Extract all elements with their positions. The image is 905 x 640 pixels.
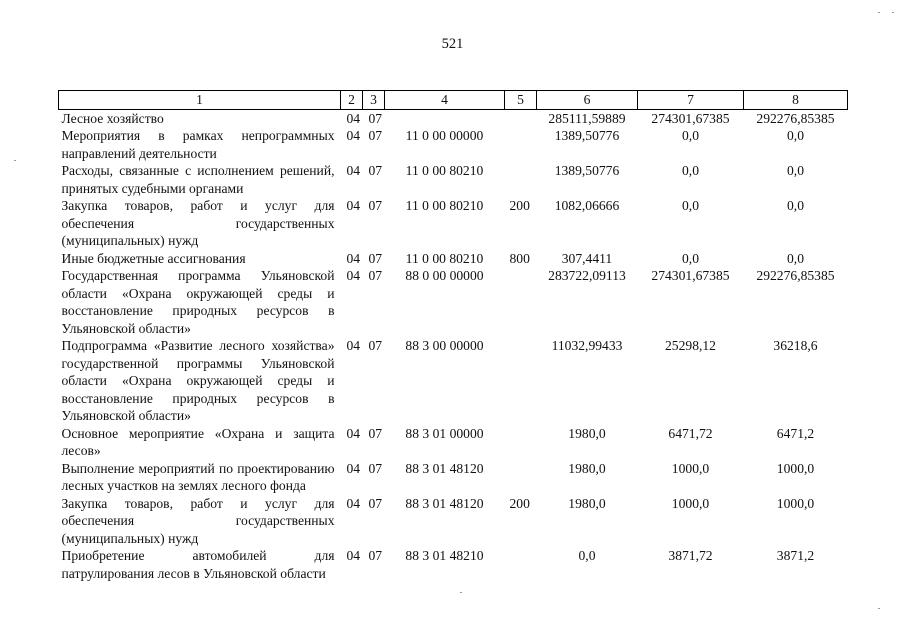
cell-amount-2: 6471,72 xyxy=(668,425,713,441)
cell-target-article: 11 0 00 80210 xyxy=(405,198,484,213)
cell-name: Государственная программа Ульяновской области «Охрана окружающей среды и восстановление природных ресурсов в Ульяновской области» xyxy=(61,268,335,336)
cell-amount-1: 1980,0 xyxy=(568,460,606,476)
cell-amount-2: 0,0 xyxy=(682,128,699,143)
cell-section: 04 xyxy=(346,495,361,511)
cell-amount-3: 1000,0 xyxy=(776,460,815,476)
cell-section: 04 xyxy=(346,198,361,213)
header-cell-2: 2 xyxy=(341,91,363,110)
cell-name: Основное мероприятие «Охрана и защита лесов» xyxy=(61,425,335,458)
cell-amount-1: 283722,09113 xyxy=(548,268,626,283)
cell-amount-3: 0,0 xyxy=(787,250,804,266)
cell-name: Выполнение мероприятий по проектированию лесных участков на землях лесного фонда xyxy=(61,460,335,493)
cell-section: 04 xyxy=(346,548,361,563)
table-header xyxy=(59,91,848,110)
cell-section: 04 xyxy=(346,460,361,476)
cell-section: 04 xyxy=(346,128,361,143)
table-row xyxy=(59,162,848,197)
scan-speck xyxy=(878,608,880,609)
cell-expense-type xyxy=(505,267,537,337)
cell-target-article: 11 0 00 80210 xyxy=(405,163,484,178)
cell-target-article: 11 0 00 80210 xyxy=(405,250,484,266)
table-row xyxy=(59,425,848,460)
cell-amount-1: 0,0 xyxy=(578,548,596,563)
cell-target-article: 88 0 00 00000 xyxy=(405,268,484,283)
cell-amount-3: 0,0 xyxy=(787,163,804,178)
header-row xyxy=(59,91,848,110)
cell-subsection: 07 xyxy=(368,250,383,266)
cell-subsection: 07 xyxy=(368,268,383,283)
table-row xyxy=(59,267,848,337)
table-row xyxy=(59,460,848,495)
cell-expense-type xyxy=(505,547,537,582)
table-row xyxy=(59,250,848,268)
cell-name: Закупка товаров, работ и услуг для обеспечения государственных (муниципальных) нужд xyxy=(61,198,335,248)
cell-amount-1: 1980,0 xyxy=(568,425,606,441)
cell-amount-2: 3871,72 xyxy=(668,548,713,563)
cell-amount-3: 6471,2 xyxy=(776,425,815,441)
cell-amount-2: 0,0 xyxy=(682,198,699,213)
cell-name: Мероприятия в рамках непрограммных направлений деятельности xyxy=(61,128,335,161)
cell-subsection: 07 xyxy=(368,460,383,476)
cell-section: 04 xyxy=(346,163,361,178)
cell-name: Закупка товаров, работ и услуг для обеспечения государственных (муниципальных) нужд xyxy=(61,495,335,546)
cell-expense-type: 200 xyxy=(509,495,530,511)
cell-target-article: 88 3 01 48210 xyxy=(405,548,484,563)
cell-amount-1: 285111,59889 xyxy=(548,110,626,126)
cell-name: Подпрограмма «Развитие лесного хозяйства» государственной программы Ульяновской области «Охрана окружающей среды и восстановление природных ресурсов в Ульяновской области» xyxy=(61,338,335,423)
cell-expense-type xyxy=(505,460,537,495)
cell-subsection: 07 xyxy=(368,548,383,563)
cell-target-article: 88 3 00 00000 xyxy=(405,338,484,353)
header-cell-6: 6 xyxy=(537,91,638,110)
cell-name: Иные бюджетные ассигнования xyxy=(61,250,246,266)
scan-speck xyxy=(14,160,16,161)
cell-subsection: 07 xyxy=(368,110,383,126)
scan-speck xyxy=(878,12,880,13)
cell-amount-1: 307,4411 xyxy=(561,250,613,266)
cell-amount-2: 0,0 xyxy=(682,163,699,178)
cell-amount-2: 274301,67385 xyxy=(651,110,730,126)
cell-amount-3: 292276,85385 xyxy=(756,268,835,283)
cell-amount-2: 0,0 xyxy=(682,250,699,266)
cell-amount-1: 1389,50776 xyxy=(554,163,620,178)
cell-name: Лесное хозяйство xyxy=(61,110,164,126)
cell-amount-1: 1980,0 xyxy=(568,495,606,511)
table-row xyxy=(59,337,848,425)
header-cell-7: 7 xyxy=(638,91,744,110)
scan-speck xyxy=(460,592,462,593)
cell-amount-3: 3871,2 xyxy=(776,548,815,563)
cell-amount-1: 11032,99433 xyxy=(551,338,623,353)
scan-speck xyxy=(892,12,894,13)
cell-amount-2: 274301,67385 xyxy=(651,268,730,283)
cell-section: 04 xyxy=(346,425,361,441)
cell-amount-2: 1000,0 xyxy=(671,460,710,476)
header-cell-5: 5 xyxy=(505,91,537,110)
table-row xyxy=(59,127,848,162)
cell-amount-3: 36218,6 xyxy=(773,338,818,353)
cell-name: Расходы, связанные с исполнением решений, принятых судебными органами xyxy=(61,163,335,196)
cell-subsection: 07 xyxy=(368,495,383,511)
cell-amount-1: 1082,06666 xyxy=(554,198,620,213)
cell-amount-3: 0,0 xyxy=(787,198,804,213)
cell-subsection: 07 xyxy=(368,163,383,178)
cell-amount-3: 292276,85385 xyxy=(756,110,835,126)
table-row xyxy=(59,109,848,127)
cell-section: 04 xyxy=(346,268,361,283)
cell-section: 04 xyxy=(346,110,361,126)
cell-amount-2: 1000,0 xyxy=(671,495,710,511)
cell-target-article: 88 3 01 00000 xyxy=(405,425,484,441)
cell-subsection: 07 xyxy=(368,128,383,143)
cell-target-article: 88 3 01 48120 xyxy=(405,495,484,511)
table-row xyxy=(59,495,848,548)
cell-name: Приобретение автомобилей для патрулирования лесов в Ульяновской области xyxy=(61,548,335,581)
budget-table xyxy=(58,90,848,582)
cell-amount-2: 25298,12 xyxy=(665,338,716,353)
cell-target-article: 11 0 00 00000 xyxy=(405,128,484,143)
header-cell-3: 3 xyxy=(363,91,385,110)
cell-section: 04 xyxy=(346,250,361,266)
cell-expense-type xyxy=(505,425,537,460)
cell-subsection: 07 xyxy=(368,198,383,213)
table-body xyxy=(59,109,848,582)
header-cell-8: 8 xyxy=(744,91,848,110)
cell-amount-1: 1389,50776 xyxy=(554,128,620,143)
cell-expense-type: 200 xyxy=(509,198,530,213)
table-row xyxy=(59,547,848,582)
header-cell-1: 1 xyxy=(59,91,341,110)
cell-expense-type: 800 xyxy=(509,250,530,266)
cell-expense-type xyxy=(505,337,537,425)
page-number: 521 xyxy=(441,36,464,52)
header-cell-4: 4 xyxy=(385,91,505,110)
cell-target-article: 88 3 01 48120 xyxy=(405,460,484,476)
table-row xyxy=(59,197,848,250)
cell-expense-type xyxy=(505,109,537,127)
cell-subsection: 07 xyxy=(368,338,383,353)
cell-amount-3: 0,0 xyxy=(787,128,804,143)
cell-amount-3: 1000,0 xyxy=(776,495,815,511)
cell-expense-type xyxy=(505,162,537,197)
cell-subsection: 07 xyxy=(368,425,383,441)
cell-section: 04 xyxy=(346,338,361,353)
cell-expense-type xyxy=(505,127,537,162)
cell-target-article xyxy=(385,109,505,127)
